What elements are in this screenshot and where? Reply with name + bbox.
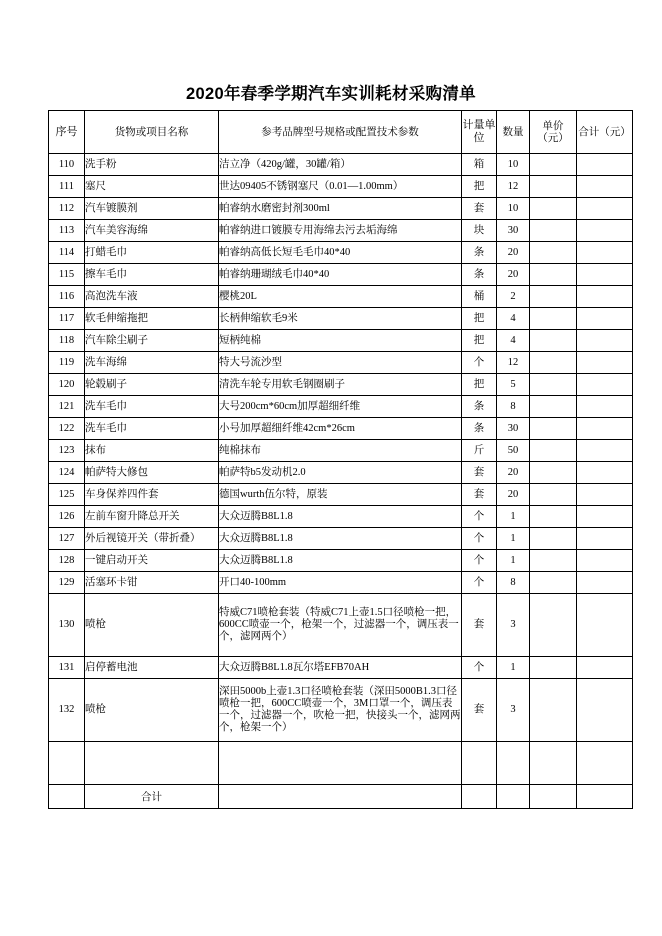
cell-sequence-number: 117 [49, 308, 85, 330]
column-header-spec: 参考品牌型号规格或配置技术参数 [219, 111, 462, 154]
cell-quantity: 20 [497, 462, 530, 484]
cell-unit: 条 [462, 418, 497, 440]
cell-quantity: 30 [497, 418, 530, 440]
cell-unit: 桶 [462, 286, 497, 308]
table-body [49, 154, 633, 809]
cell-sequence-number: 131 [49, 657, 85, 679]
cell-amount [577, 462, 633, 484]
cell-quantity: 12 [497, 176, 530, 198]
cell-unit: 把 [462, 330, 497, 352]
cell-amount [577, 286, 633, 308]
cell-unit [462, 742, 497, 785]
cell-quantity: 20 [497, 242, 530, 264]
cell-specification: 大众迈腾B8L1.8 [219, 506, 462, 528]
cell-sequence-number [49, 742, 85, 785]
cell-specification: 世达09405不锈钢塞尺（0.01—1.00mm） [219, 176, 462, 198]
cell-specification: 长柄伸缩软毛9米 [219, 308, 462, 330]
cell-amount [577, 352, 633, 374]
cell-specification [219, 742, 462, 785]
cell-unit: 套 [462, 462, 497, 484]
cell-amount [577, 330, 633, 352]
cell-amount [577, 396, 633, 418]
cell-unit-price [530, 242, 577, 264]
table-row [49, 440, 633, 462]
cell-unit-price [530, 550, 577, 572]
cell-amount [577, 594, 633, 657]
table-row [49, 462, 633, 484]
cell-specification: 樱桃20L [219, 286, 462, 308]
cell-unit-price [530, 264, 577, 286]
purchase-list-table [48, 110, 633, 809]
cell-unit-price [530, 286, 577, 308]
cell-specification: 开口40-100mm [219, 572, 462, 594]
cell-unit-price [530, 462, 577, 484]
table-row [49, 176, 633, 198]
summary-cell-qty [497, 785, 530, 809]
table-row [49, 198, 633, 220]
table-row [49, 308, 633, 330]
cell-amount [577, 742, 633, 785]
cell-specification: 大众迈腾B8L1.8 [219, 528, 462, 550]
cell-quantity: 4 [497, 308, 530, 330]
cell-sequence-number: 111 [49, 176, 85, 198]
cell-unit: 斤 [462, 440, 497, 462]
cell-unit-price [530, 528, 577, 550]
cell-item-name: 左前车窗升降总开关 [85, 506, 219, 528]
cell-unit: 套 [462, 198, 497, 220]
table-summary-row [49, 785, 633, 809]
cell-sequence-number: 123 [49, 440, 85, 462]
cell-unit-price [530, 440, 577, 462]
cell-unit-price [530, 484, 577, 506]
cell-item-name: 擦车毛巾 [85, 264, 219, 286]
cell-amount [577, 176, 633, 198]
cell-sequence-number: 115 [49, 264, 85, 286]
cell-item-name: 帕萨特大修包 [85, 462, 219, 484]
summary-cell-unit [462, 785, 497, 809]
table-row [49, 374, 633, 396]
cell-sequence-number: 122 [49, 418, 85, 440]
cell-amount [577, 550, 633, 572]
summary-cell-seq [49, 785, 85, 809]
cell-amount [577, 484, 633, 506]
cell-specification: 帕睿纳进口镀膜专用海绵去污去垢海绵 [219, 220, 462, 242]
cell-amount [577, 440, 633, 462]
cell-sequence-number: 114 [49, 242, 85, 264]
cell-quantity: 3 [497, 679, 530, 742]
cell-unit-price [530, 418, 577, 440]
table-header-row [49, 111, 633, 154]
cell-item-name: 洗车毛巾 [85, 418, 219, 440]
cell-specification: 特大号流沙型 [219, 352, 462, 374]
cell-specification: 洁立净（420g/罐，30罐/箱） [219, 154, 462, 176]
cell-unit-price [530, 657, 577, 679]
cell-amount [577, 264, 633, 286]
cell-unit: 套 [462, 484, 497, 506]
cell-amount [577, 572, 633, 594]
cell-unit: 把 [462, 176, 497, 198]
cell-unit: 个 [462, 550, 497, 572]
cell-sequence-number: 116 [49, 286, 85, 308]
cell-item-name: 汽车镀膜剂 [85, 198, 219, 220]
cell-unit-price [530, 154, 577, 176]
cell-item-name: 高泡洗车液 [85, 286, 219, 308]
cell-quantity: 10 [497, 198, 530, 220]
cell-unit: 个 [462, 506, 497, 528]
table-row [49, 154, 633, 176]
column-header-unit-price: 单价（元） [530, 111, 577, 154]
cell-unit: 把 [462, 374, 497, 396]
cell-quantity: 1 [497, 550, 530, 572]
cell-quantity: 1 [497, 506, 530, 528]
summary-cell-unit-price [530, 785, 577, 809]
cell-amount [577, 528, 633, 550]
page-title: 2020年春季学期汽车实训耗材采购清单 [186, 85, 476, 103]
column-header-name: 货物或项目名称 [85, 111, 219, 154]
table-header [49, 111, 633, 154]
cell-quantity: 20 [497, 484, 530, 506]
cell-item-name: 汽车除尘刷子 [85, 330, 219, 352]
cell-quantity: 4 [497, 330, 530, 352]
cell-item-name: 一键启动开关 [85, 550, 219, 572]
cell-specification: 大众迈腾B8L1.8瓦尔塔EFB70AH [219, 657, 462, 679]
cell-specification: 帕睿纳珊瑚绒毛巾40*40 [219, 264, 462, 286]
cell-unit: 个 [462, 528, 497, 550]
cell-item-name [85, 742, 219, 785]
table-row [49, 418, 633, 440]
cell-unit: 套 [462, 679, 497, 742]
cell-quantity: 12 [497, 352, 530, 374]
cell-sequence-number: 113 [49, 220, 85, 242]
cell-sequence-number: 125 [49, 484, 85, 506]
cell-unit-price [530, 198, 577, 220]
cell-quantity [497, 742, 530, 785]
cell-unit: 把 [462, 308, 497, 330]
cell-quantity: 50 [497, 440, 530, 462]
cell-amount [577, 242, 633, 264]
cell-unit-price [530, 679, 577, 742]
cell-unit-price [530, 330, 577, 352]
cell-sequence-number: 121 [49, 396, 85, 418]
cell-specification: 纯棉抹布 [219, 440, 462, 462]
cell-item-name: 塞尺 [85, 176, 219, 198]
cell-unit-price [530, 308, 577, 330]
column-header-unit: 计量单位 [462, 111, 497, 154]
cell-quantity: 20 [497, 264, 530, 286]
table-row [49, 572, 633, 594]
table-row [49, 396, 633, 418]
cell-unit-price [530, 742, 577, 785]
cell-item-name: 启停蓄电池 [85, 657, 219, 679]
column-header-seq: 序号 [49, 111, 85, 154]
cell-quantity: 10 [497, 154, 530, 176]
column-header-amount: 合计（元） [577, 111, 633, 154]
table-row [49, 742, 633, 785]
cell-specification: 小号加厚超细纤维42cm*26cm [219, 418, 462, 440]
cell-item-name: 车身保养四件套 [85, 484, 219, 506]
cell-sequence-number: 129 [49, 572, 85, 594]
cell-unit: 个 [462, 352, 497, 374]
cell-unit: 条 [462, 396, 497, 418]
cell-specification: 特威C71喷枪套装（特威C71上壶1.5口径喷枪一把，600CC喷壶一个，枪架一个，过滤器一个，调压表一个，滤网两个） [219, 594, 462, 657]
cell-item-name: 轮毂刷子 [85, 374, 219, 396]
cell-item-name: 洗手粉 [85, 154, 219, 176]
summary-cell-spec [219, 785, 462, 809]
cell-unit-price [530, 374, 577, 396]
cell-unit-price [530, 352, 577, 374]
cell-specification: 德国wurth伍尔特，原装 [219, 484, 462, 506]
cell-unit-price [530, 594, 577, 657]
cell-unit: 个 [462, 657, 497, 679]
cell-quantity: 2 [497, 286, 530, 308]
cell-amount [577, 374, 633, 396]
cell-specification: 帕睿纳高低长短毛毛巾40*40 [219, 242, 462, 264]
cell-amount [577, 308, 633, 330]
cell-specification: 短柄纯棉 [219, 330, 462, 352]
cell-item-name: 洗车海绵 [85, 352, 219, 374]
table-row [49, 352, 633, 374]
column-header-qty: 数量 [497, 111, 530, 154]
cell-quantity: 8 [497, 396, 530, 418]
cell-item-name: 喷枪 [85, 594, 219, 657]
cell-unit: 条 [462, 242, 497, 264]
cell-sequence-number: 130 [49, 594, 85, 657]
cell-specification: 深田5000b上壶1.3口径喷枪套装（深田5000B1.3口径喷枪一把，600CC喷壶一个，3M口罩一个，调压表一个，过滤器一个，吹枪一把，快接头一个，滤网两个，枪架一个） [219, 679, 462, 742]
cell-sequence-number: 126 [49, 506, 85, 528]
cell-item-name: 外后视镜开关（带折叠） [85, 528, 219, 550]
cell-amount [577, 198, 633, 220]
table-row [49, 506, 633, 528]
cell-item-name: 洗车毛巾 [85, 396, 219, 418]
cell-specification: 大众迈腾B8L1.8 [219, 550, 462, 572]
cell-sequence-number: 128 [49, 550, 85, 572]
cell-unit: 条 [462, 264, 497, 286]
table-row [49, 242, 633, 264]
cell-quantity: 5 [497, 374, 530, 396]
cell-item-name: 汽车美容海绵 [85, 220, 219, 242]
cell-quantity: 8 [497, 572, 530, 594]
table-row [49, 330, 633, 352]
cell-unit: 套 [462, 594, 497, 657]
cell-sequence-number: 120 [49, 374, 85, 396]
cell-item-name: 软毛伸缩拖把 [85, 308, 219, 330]
table-row [49, 484, 633, 506]
cell-unit: 个 [462, 572, 497, 594]
cell-sequence-number: 110 [49, 154, 85, 176]
cell-specification: 帕萨特b5发动机2.0 [219, 462, 462, 484]
cell-quantity: 30 [497, 220, 530, 242]
purchase-list-table-wrapper [48, 110, 632, 809]
cell-quantity: 3 [497, 594, 530, 657]
cell-unit-price [530, 220, 577, 242]
cell-unit-price [530, 396, 577, 418]
cell-amount [577, 679, 633, 742]
cell-item-name: 活塞环卡钳 [85, 572, 219, 594]
cell-sequence-number: 118 [49, 330, 85, 352]
cell-sequence-number: 124 [49, 462, 85, 484]
cell-quantity: 1 [497, 657, 530, 679]
cell-amount [577, 418, 633, 440]
table-row [49, 528, 633, 550]
cell-amount [577, 154, 633, 176]
table-row [49, 264, 633, 286]
table-row [49, 550, 633, 572]
table-row [49, 286, 633, 308]
cell-sequence-number: 127 [49, 528, 85, 550]
cell-item-name: 喷枪 [85, 679, 219, 742]
cell-amount [577, 657, 633, 679]
table-row [49, 594, 633, 657]
cell-sequence-number: 112 [49, 198, 85, 220]
summary-label: 合计 [85, 785, 219, 809]
cell-specification: 大号200cm*60cm加厚超细纤维 [219, 396, 462, 418]
table-row [49, 220, 633, 242]
cell-amount [577, 506, 633, 528]
cell-unit: 块 [462, 220, 497, 242]
summary-cell-amount [577, 785, 633, 809]
table-row [49, 657, 633, 679]
cell-sequence-number: 132 [49, 679, 85, 742]
cell-unit: 箱 [462, 154, 497, 176]
table-row [49, 679, 633, 742]
cell-specification: 清洗车轮专用软毛钢圈刷子 [219, 374, 462, 396]
cell-unit-price [530, 176, 577, 198]
cell-item-name: 抹布 [85, 440, 219, 462]
cell-unit-price [530, 572, 577, 594]
cell-amount [577, 220, 633, 242]
cell-unit-price [530, 506, 577, 528]
cell-item-name: 打蜡毛巾 [85, 242, 219, 264]
cell-quantity: 1 [497, 528, 530, 550]
cell-specification: 帕睿纳水磨密封剂300ml [219, 198, 462, 220]
cell-sequence-number: 119 [49, 352, 85, 374]
